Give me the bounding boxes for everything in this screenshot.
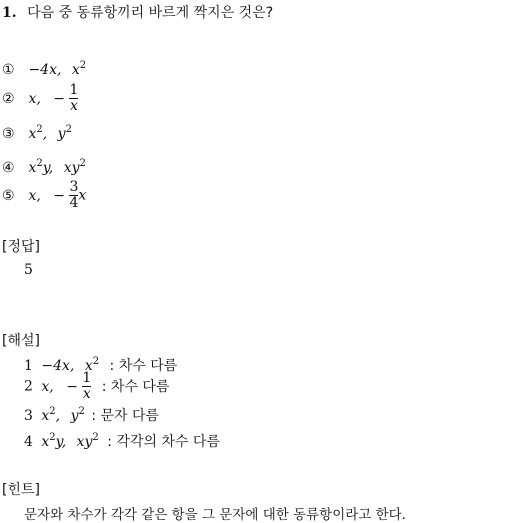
choice-5	[2, 181, 86, 210]
choice-expr: xy	[63, 160, 80, 176]
choice-marker: ①	[2, 62, 15, 78]
explanation-note: : 각각의 차수 다름	[107, 434, 220, 450]
fraction	[82, 372, 91, 401]
explanation-note: : 차수 다름	[101, 378, 170, 395]
choice-marker: ⑤	[2, 187, 15, 204]
explanation-exponent: 2	[78, 406, 85, 417]
question-text: 다음 중 동류항끼리 바르게 짝지은 것은?	[27, 5, 274, 21]
choice-marker: ③	[2, 126, 15, 142]
fraction-denominator: x	[82, 386, 91, 402]
minus-sign: −	[53, 187, 65, 204]
fraction	[69, 84, 78, 113]
choice-2	[2, 84, 78, 113]
choice-exponent: 2	[65, 124, 72, 135]
minus-sign: −	[53, 90, 65, 107]
explanation-expr: −4x,	[41, 358, 75, 374]
explanation-expr: x,	[41, 378, 54, 395]
question-number: 1.	[2, 5, 17, 21]
explanation-expr: y	[70, 408, 79, 424]
line-number: 3	[24, 408, 33, 424]
choice-expr: x	[28, 160, 37, 176]
explanation-expr: x	[84, 358, 93, 374]
explanation-note: : 문자 다름	[91, 408, 160, 424]
line-number: 2	[24, 378, 33, 395]
choice-4	[2, 160, 86, 176]
choice-expr: y,	[42, 160, 54, 176]
minus-sign: −	[66, 378, 78, 395]
explanation-expr: xy	[76, 434, 93, 450]
answer-value: 5	[24, 262, 33, 278]
choice-3	[2, 126, 72, 142]
explanation-exponent: 2	[92, 356, 100, 367]
explanation-line-4	[24, 431, 220, 451]
question-line	[2, 2, 273, 22]
answer-label: [정답]	[2, 239, 40, 255]
choice-marker: ④	[2, 160, 15, 176]
explanation-line-2	[24, 372, 169, 401]
explanation-label: [해설]	[2, 333, 40, 349]
choice-expr: −4x,	[28, 62, 62, 78]
explanation-note: : 차수 다름	[109, 358, 178, 374]
choice-expr: x	[28, 126, 37, 142]
explanation-expr: y,	[55, 434, 67, 450]
choice-exponent: 2	[36, 158, 43, 169]
fraction-denominator: 4	[69, 195, 79, 211]
explanation-exponent: 2	[49, 432, 56, 443]
choice-expr: y	[57, 126, 66, 142]
explanation-expr: x	[41, 434, 50, 450]
choice-1	[2, 62, 86, 78]
choice-expr: x,	[28, 187, 41, 204]
comma: ,	[42, 126, 48, 142]
choice-expr: x	[71, 62, 80, 78]
choice-expr: x	[78, 187, 87, 204]
fraction-numerator: 3	[69, 179, 79, 195]
choice-exponent: 2	[79, 60, 87, 71]
explanation-exponent: 2	[49, 406, 56, 417]
choice-exponent: 2	[36, 124, 43, 135]
explanation-line-3	[24, 405, 159, 425]
choice-marker: ②	[2, 90, 15, 107]
hint-text: 문자와 차수가 각각 같은 항을 그 문자에 대한 동류항이라고 한다.	[24, 507, 406, 523]
explanation-expr: x	[41, 408, 50, 424]
line-number: 4	[24, 434, 33, 450]
hint-label: [힌트]	[2, 482, 40, 498]
fraction-numerator: 1	[82, 370, 92, 386]
comma: ,	[55, 408, 61, 424]
explanation-exponent: 2	[92, 432, 99, 443]
line-number: 1	[24, 358, 33, 374]
choice-exponent: 2	[79, 158, 86, 169]
choice-expr: x,	[28, 90, 41, 107]
fraction-denominator: x	[69, 98, 78, 114]
fraction-numerator: 1	[69, 82, 79, 98]
